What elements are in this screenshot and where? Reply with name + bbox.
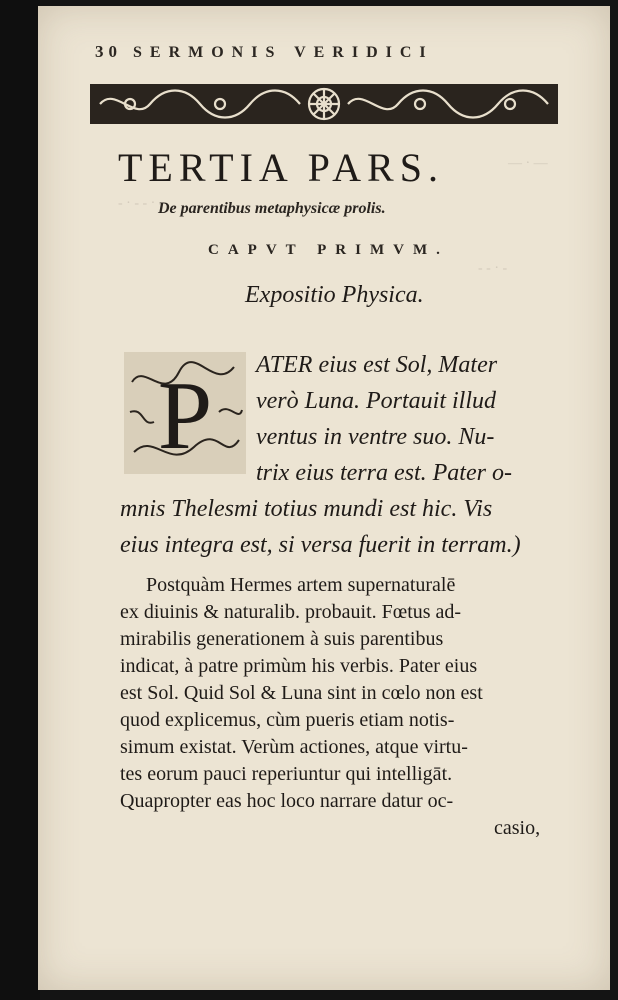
body-line: quod explicemus, cùm pueris etiam notis- [120,709,455,731]
ornamental-headpiece [90,80,558,128]
running-title: SERMONIS VERIDICI [133,44,434,61]
body-line: Quapropter eas hoc loco narrare datur oc- [120,790,454,812]
verse-line: ATER eius est Sol, Mater [256,352,498,378]
show-through-text: - · - - · - [118,196,164,211]
verse-line: eius integra est, si versa fuerit in terram.) [120,532,521,558]
body-line: tes eorum pauci reperiuntur qui intelligāt. [120,763,453,785]
section-heading: Expositio Physica. [245,282,424,308]
body-line: ex diuinis & naturalib. probauit. Fœtus ad- [120,601,462,623]
verse-line: ventus in ventre suo. Nu- [256,424,495,450]
page-number: 30 [95,42,122,61]
verse-line: verò Luna. Portauit illud [256,388,496,414]
book-spine-shadow [0,0,40,1000]
body-line: mirabilis generationem à suis parentibus [120,628,444,650]
decorated-initial-letter [124,352,246,474]
show-through-text: — · — [508,156,548,171]
verse-line: trix eius terra est. Pater o- [256,460,512,486]
body-line: Postquàm Hermes artem supernaturalē [146,574,456,596]
body-line: simum existat. Verùm actiones, atque virtu- [120,736,468,758]
verse-line: mnis Thelesmi totius mundi est hic. Vis [120,496,493,522]
catchword: casio, [494,817,541,839]
chapter-heading: CAPVT PRIMVM. [208,242,449,258]
body-line: indicat, à patre primùm his verbis. Pater eius [120,655,478,677]
body-line: est Sol. Quid Sol & Luna sint in cœlo non est [120,682,483,704]
show-through-text: - - · - [478,261,508,276]
section-title: TERTIA PARS. [118,145,444,190]
initial-letter: P [157,362,213,470]
section-subtitle: De parentibus metaphysicæ prolis. [158,200,386,217]
